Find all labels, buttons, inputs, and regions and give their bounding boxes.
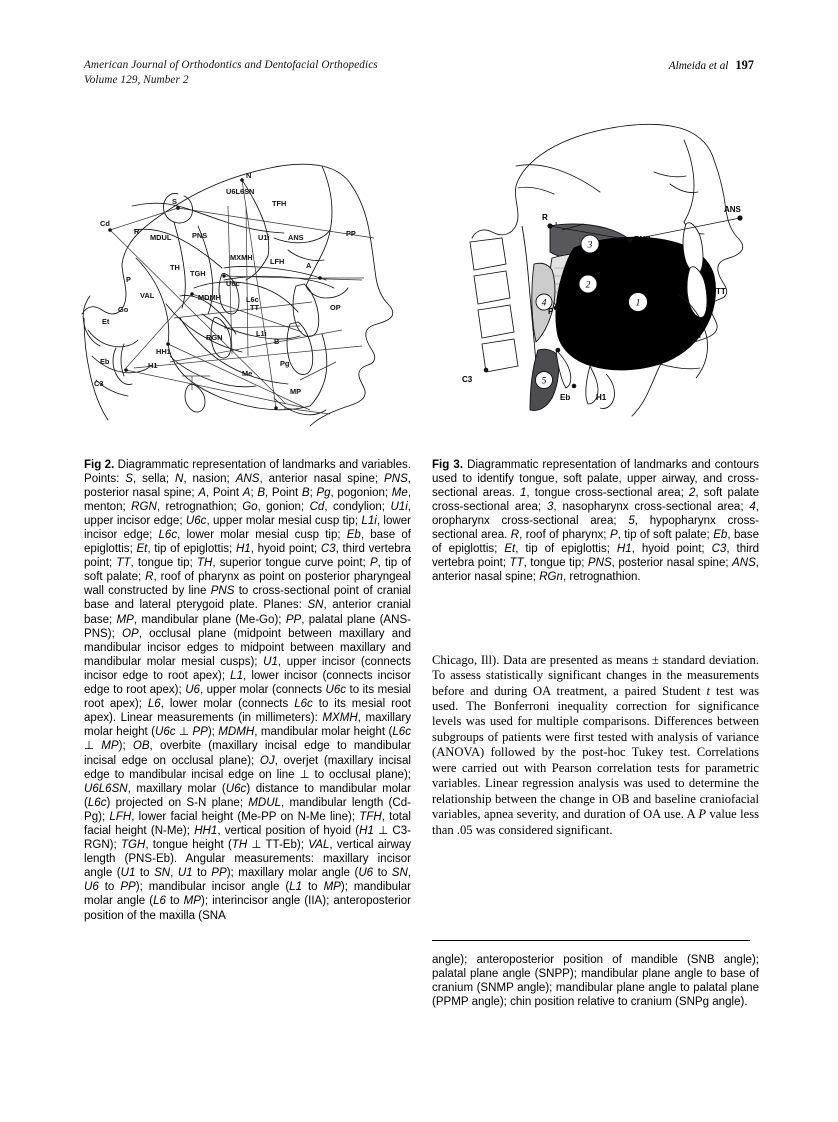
figure-3-label: Fig 3. (432, 458, 464, 471)
svg-text:Go: Go (118, 305, 129, 314)
svg-text:VAL: VAL (140, 291, 155, 300)
caption-continuation-text: angle); anteroposterior position of mandible (SNB angle); palatal plane angle (SNPP); mandibular plane angle to base of cranium (SNMP angle); mandibular plane angle to palatal plane (PPMP angle); chin position relative to cranium (SNPg angle). (432, 953, 759, 1008)
journal-title: American Journal of Orthodontics and Dentofacial Orthopedics (84, 59, 378, 71)
figure-2-caption-block (84, 446, 411, 934)
svg-text:Pg: Pg (280, 359, 290, 368)
author-running: Almeida et al (668, 60, 729, 72)
svg-text:U6c: U6c (226, 279, 240, 288)
svg-text:Eb: Eb (100, 357, 110, 366)
svg-text:TH: TH (170, 263, 180, 272)
svg-text:C3: C3 (94, 379, 104, 388)
svg-text:N: N (246, 171, 252, 180)
figure-2-caption-text: Diagrammatic representation of landmarks and variables. Points: S, sella; N, nasion; ANS, anterior nasal spine; PNS, posterior nasal spine; A, Point A; B, Point B; Pg, pogonion; Me, menton; RGN, retrognathion; Go, gonion; Cd, condylion; U1i, upper incisor edge; U6c, upper molar mesial cusp tip; L1i, lower incisor edge; L6c, lower molar mesial cusp tip; Eb, base of epiglottis; Et, tip of epiglottis; H1, hyoid point; C3, third vertebra point; TT, tongue tip; TH, superior tongue curve point; P, tip of soft palate; R, roof of pharynx as point on posterior pharyngeal wall constructed by line PNS to cross-sectional point of cranial base and lateral pterygoid plate. Planes: SN, anterior cranial base; MP, mandibular plane (Me-Go); PP, palatal plane (ANS-PNS); OP, occlusal plane (midpoint between maxillary and mandibular incisor edges to midpoint between maxillary and mandibular molar mesial cusps); U1, upper incisor (connects incisor edge to root apex); L1, lower incisor (connects incisor edge to root apex); U6, upper molar (connects U6c to its mesial root apex); L6, lower molar (connects L6c to its mesial root apex). Linear measurements (in millimeters): MXMH, maxillary molar height (U6c ⊥ PP); MDMH, mandibular molar height (L6c ⊥ MP); OB, overbite (maxillary incisal edge to mandibular incisal edge on occlusal plane); OJ, overjet (maxillary incisal edge to mandibular incisal edge on line ⊥ to occlusal plane); U6L6SN, maxillary molar (U6c) distance to mandibular molar (L6c) projected on S-N plane; MDUL, mandibular length (Cd-Pg); LFH, lower facial height (Me-PP on N-Me line); TFH, total facial height (N-Me); HH1, vertical position of hyoid (H1 ⊥ C3-RGN); TGH, tongue height (TH ⊥ TT-Eb); VAL, vertical airway length (PNS-Eb). Angular measurements: maxillary incisor angle (U1 to SN, U1 to PP); maxillary molar angle (U6 to SN, U6 to PP); mandibular incisor angle (L1 to MP); mandibular molar angle (L6 to MP); interincisor angle (IIA); anteroposterior position of the maxilla (SNA (84, 458, 412, 922)
svg-text:U6L6SN: U6L6SN (226, 187, 255, 196)
svg-text:Et: Et (102, 317, 110, 326)
running-head (84, 58, 754, 92)
svg-text:A: A (306, 261, 312, 270)
figure-3-caption (432, 458, 759, 585)
svg-text:HH1: HH1 (156, 347, 171, 356)
svg-text:R: R (542, 213, 548, 222)
svg-text:Et: Et (560, 337, 568, 346)
svg-text:MDUL: MDUL (150, 233, 172, 242)
svg-text:TFH: TFH (272, 199, 287, 208)
area-label-2: 2 (585, 280, 591, 291)
svg-text:ANS: ANS (724, 205, 741, 214)
svg-text:MXMH: MXMH (230, 253, 253, 262)
svg-text:MDMH: MDMH (198, 293, 221, 302)
svg-text:H1: H1 (148, 361, 158, 370)
svg-text:H1: H1 (596, 393, 607, 402)
figure-2-image (74, 118, 404, 430)
svg-text:Me: Me (242, 369, 253, 378)
svg-text:TT: TT (716, 287, 726, 296)
svg-text:TT: TT (250, 303, 260, 312)
svg-text:ANS: ANS (288, 233, 304, 242)
area-label-4: 4 (541, 298, 547, 309)
figure-3-image (448, 118, 778, 430)
methods-paragraph: Chicago, Ill). Data are presented as means ± standard deviation. To assess statistically significant changes in the measurements before and during OA treatment, a paired Student t test was used. The Bonferroni inequality correction for significance levels was used for multiple comparisons. Differences between subgroups of patients were first tested with analysis of variance (ANOVA) followed by the post-hoc Tukey test. Correlations were carried out with Pearson correlation tests for parametric variables. Linear regression analysis was used to determine the relationship between the change in OB and baseline craniofacial variables, apnea severity, and duration of OA use. A P value less than .05 was considered significant. (432, 652, 760, 837)
figure-3-caption-block (432, 446, 759, 596)
svg-text:C3: C3 (462, 375, 473, 384)
svg-text:LFH: LFH (270, 257, 285, 266)
svg-text:U1i: U1i (258, 233, 270, 242)
svg-text:TGH: TGH (190, 269, 206, 278)
svg-text:PNS: PNS (192, 231, 208, 240)
page-number: 197 (735, 58, 754, 72)
area-label-5: 5 (541, 376, 547, 387)
journal-title-block (84, 58, 378, 88)
svg-text:B: B (274, 337, 280, 346)
area-label-3: 3 (587, 240, 593, 251)
svg-text:PP: PP (346, 229, 356, 238)
caption-continuation-block (432, 940, 759, 1020)
figure-2-label: Fig 2. (84, 458, 115, 471)
figure-3-caption-text: Diagrammatic representation of landmarks and contours used to identify tongue, soft palate, upper airway, and cross-sectional areas. 1, tongue cross-sectional area; 2, soft palate cross-sectional area; 3, nasopharynx cross-sectional area; 4, oropharynx cross-sectional area; 5, hypopharynx cross-sectional area. R, roof of pharynx; P, tip of soft palate; Eb, base of epiglottis; Et, tip of epiglottis; H1, hyoid point; C3, third vertebra point; TT, tongue tip; PNS, posterior nasal spine; ANS, anterior nasal spine; RGn, retrognathion. (432, 458, 760, 584)
svg-text:Cd: Cd (100, 219, 110, 228)
svg-text:P: P (126, 275, 131, 284)
journal-volume: Volume 129, Number 2 (84, 74, 189, 86)
figure-2-caption (84, 458, 411, 923)
svg-text:RGN: RGN (206, 333, 223, 342)
author-page-block (669, 58, 754, 74)
svg-text:OP: OP (330, 303, 341, 312)
svg-text:R: R (134, 227, 140, 236)
footnote-rule (432, 940, 750, 941)
svg-text:L1i: L1i (256, 329, 267, 338)
svg-text:MP: MP (290, 387, 302, 396)
svg-text:Eb: Eb (560, 393, 571, 402)
svg-text:RGn: RGn (684, 331, 701, 340)
area-label-1: 1 (635, 298, 641, 309)
svg-text:P: P (548, 307, 554, 316)
svg-text:S: S (172, 197, 177, 206)
svg-text:PNS: PNS (634, 235, 651, 244)
svg-text:L6c: L6c (246, 295, 259, 304)
body-text-block (432, 640, 759, 851)
